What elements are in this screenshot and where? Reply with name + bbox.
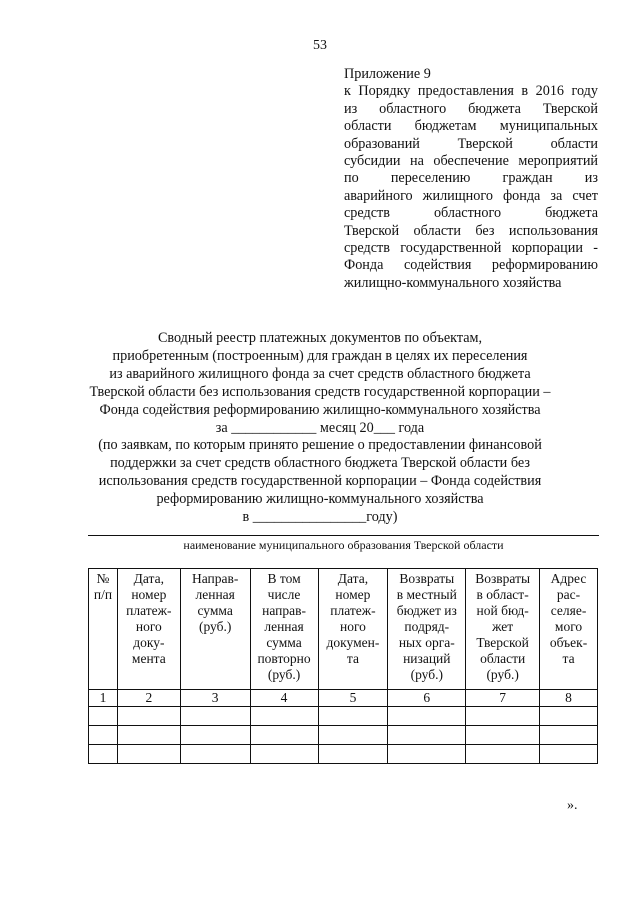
header-text: ных орга- <box>398 635 455 650</box>
table-cell <box>250 707 318 726</box>
table-cell <box>318 745 388 764</box>
header-cell <box>388 569 466 690</box>
header-text: Адрес <box>550 571 587 586</box>
table-cell <box>89 745 118 764</box>
header-text: ной бюд- <box>476 603 529 618</box>
header-text: подряд- <box>404 619 450 634</box>
header-text: низаций <box>403 651 451 666</box>
header-text: мого <box>554 619 583 634</box>
header-text: платеж- <box>126 603 172 618</box>
header-text: ленная <box>195 587 235 602</box>
table-cell <box>180 726 250 745</box>
municipality-label: наименование муниципального образования Тверской области <box>183 538 504 552</box>
table-row <box>89 726 598 745</box>
header-text: (руб.) <box>198 619 232 634</box>
header-text: Возвраты <box>475 571 531 586</box>
column-number-row <box>89 690 598 707</box>
header-text: номер <box>335 587 371 602</box>
header-text: Дата, <box>337 571 369 586</box>
header-text: селяе- <box>550 603 587 618</box>
header-cell <box>318 569 388 690</box>
appendix-line: к Порядку предоставления в 2016 году <box>344 83 598 100</box>
header-cell <box>89 569 118 690</box>
header-text: Направ- <box>191 571 239 586</box>
title-line: Фонда содействия реформированию жилищно-коммунального хозяйства <box>99 401 541 418</box>
column-number: 6 <box>388 690 466 707</box>
header-text: Тверской <box>476 635 529 650</box>
table-cell <box>540 707 598 726</box>
appendix-line: Фонда содействия реформированию <box>344 257 598 274</box>
table-cell <box>250 726 318 745</box>
header-text: жет <box>492 619 514 634</box>
header-cell <box>540 569 598 690</box>
appendix-line: образований Тверской области <box>344 135 598 152</box>
appendix-line: жилищно-коммунального хозяйства <box>344 274 562 291</box>
table-cell <box>540 745 598 764</box>
header-text: направ- <box>262 603 306 618</box>
appendix-heading: Приложение 9 <box>344 66 431 82</box>
document-title <box>80 330 560 527</box>
table-header-row <box>89 569 598 690</box>
title-line: Сводный реестр платежных документов по объектам, <box>157 330 483 346</box>
table-cell <box>117 707 180 726</box>
header-text: области <box>480 651 526 666</box>
header-text: п/п <box>93 587 113 602</box>
header-cell <box>117 569 180 690</box>
header-text: доку- <box>133 635 165 650</box>
header-text: докумен- <box>326 635 380 650</box>
header-text: (руб.) <box>410 667 443 682</box>
table-cell <box>89 707 118 726</box>
appendix-line: из областного бюджета Тверской <box>344 100 598 117</box>
header-text: сумма <box>197 603 233 618</box>
header-text: Дата, <box>133 571 164 586</box>
header-text: номер <box>131 587 167 602</box>
title-line: в ________________году) <box>242 509 398 526</box>
header-text: в област- <box>476 587 529 602</box>
table-cell <box>466 707 540 726</box>
appendix-line: области бюджетам муниципальных <box>344 118 598 135</box>
table-cell <box>388 707 466 726</box>
appendix-block <box>344 66 598 292</box>
header-text: числе <box>267 587 301 602</box>
header-cell <box>466 569 540 690</box>
header-cell <box>250 569 318 690</box>
header-text: та <box>562 651 575 666</box>
title-line: использования средств государственной корпорации – Фонда содействия <box>98 473 542 490</box>
table-cell <box>117 726 180 745</box>
header-cell <box>180 569 250 690</box>
appendix-line: субсидии на обеспечение мероприятий <box>344 153 598 170</box>
table-cell <box>466 726 540 745</box>
header-text: та <box>346 651 359 666</box>
header-text: в местный <box>396 587 457 602</box>
title-line: из аварийного жилищного фонда за счет средств областного бюджета <box>109 365 531 382</box>
table-row <box>89 745 598 764</box>
closing-quote: ». <box>567 798 578 813</box>
header-text: сумма <box>266 635 302 650</box>
title-line: приобретенным (построенным) для граждан в целях их переселения <box>112 347 528 364</box>
title-line: поддержки за счет средств областного бюджета Тверской области без <box>110 455 530 472</box>
header-text: ного <box>135 619 162 634</box>
title-line: реформированию жилищно-коммунального хозяйства <box>156 491 484 508</box>
title-line: Тверской области без использования средств государственной корпорации – <box>89 383 551 400</box>
column-number: 4 <box>250 690 318 707</box>
title-line: за ____________ месяц 20___ года <box>215 419 425 436</box>
header-text: платеж- <box>330 603 376 618</box>
header-text: ного <box>339 619 366 634</box>
table-cell <box>180 707 250 726</box>
header-text: Возвраты <box>399 571 455 586</box>
payment-registry-table <box>88 568 598 764</box>
table-cell <box>388 745 466 764</box>
municipality-underline <box>88 535 599 536</box>
header-text: (руб.) <box>267 667 301 682</box>
table-cell <box>250 745 318 764</box>
column-number: 7 <box>466 690 540 707</box>
table-cell <box>89 726 118 745</box>
header-text: (руб.) <box>486 667 519 682</box>
column-number: 5 <box>318 690 388 707</box>
title-line: (по заявкам, по которым принято решение о предоставлении финансовой <box>98 437 542 454</box>
table-cell <box>466 745 540 764</box>
header-text: ленная <box>264 619 304 634</box>
appendix-line: средств областного бюджета <box>344 205 598 222</box>
header-text: мента <box>131 651 166 666</box>
column-number: 8 <box>540 690 598 707</box>
appendix-line: Тверской области без использования <box>344 222 598 239</box>
header-text: В том <box>267 571 301 586</box>
table-cell <box>388 726 466 745</box>
page-number: 53 <box>313 38 327 53</box>
table-cell <box>318 726 388 745</box>
column-number: 2 <box>117 690 180 707</box>
appendix-line: по переселению граждан из <box>344 170 598 187</box>
appendix-line: средств государственной корпорации - <box>344 240 598 257</box>
appendix-line: аварийного жилищного фонда за счет <box>344 187 598 204</box>
header-text: рас- <box>556 587 581 602</box>
table-cell <box>180 745 250 764</box>
table-row <box>89 707 598 726</box>
column-number: 3 <box>180 690 250 707</box>
header-text: № <box>96 571 110 586</box>
header-text: объек- <box>549 635 588 650</box>
header-text: бюджет из <box>396 603 457 618</box>
table-cell <box>318 707 388 726</box>
table-cell <box>117 745 180 764</box>
header-text: повторно <box>257 651 311 666</box>
table-cell <box>540 726 598 745</box>
column-number: 1 <box>89 690 118 707</box>
